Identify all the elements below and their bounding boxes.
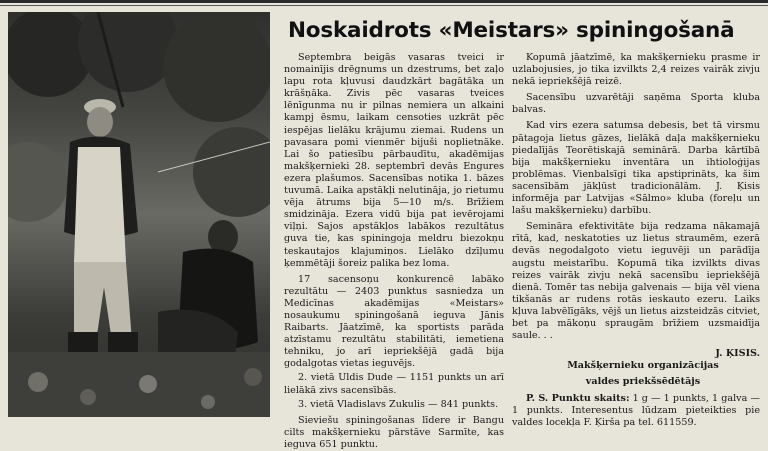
article-photo: [8, 12, 270, 417]
paragraph: 17 sacensoņu konkurencē labāko rezultātu — 2403 punktus sasniedza un Medicīnas akadēmijas «Meistars» nosaukumu spiningošanā ieguva Jānis Raibarts. Jāatzīmē, ka sportists parāda atzīstamu rezultātu stabilitāti, iemetiena tehniku, jo arī iepriekšējā gadā bija godalgotas vietas ieguvējs.: [284, 273, 504, 370]
paragraph: Kad virs ezera satumsa debesis, bet tā virsmu pātagoja lietus gāzes, lielākā daļa makšķernieku piedalījās Teorētiskajā seminārā. Darba kārtībā bija makšķernieku inventāra un ihtioloģijas problēmas. Vienbalsīgi tika apstiprināts, ka šim sacensībām jākļūst tradicionālām. J. Ķisis informēja par Latvijas «Sālmo» kluba (foreļu un lašu makšķernieku) darbību.: [512, 120, 760, 217]
author-signature: J. ĶISIS.: [715, 348, 760, 360]
paragraph: Septembra beigās vasaras tveici ir nomainījis drēgnums un dzestrums, bet zaļo lapu rota kļuvusi daudzkārt bagātāka un krāšņāka. Zivis pēc vasaras tveices lēnīgunma nu ir pilnas nemiera un alkaini kampj ēsmu, laikam censoties uzkrāt pēc iespējas lielāku krājumu ziemai. Rudens un pavasara pomi vienmēr bijuši noplietnāke. Lai šo patiesību pārbaudītu, akadēmijas makšķernieki 28. septembrī devās Engures ezera plašumos. Sacensības notika 1. bāzes tuvumā. Laika apstākļi nelutināja, jo rietumu vēja ātrums bija 5—10 m/s. Brīžiem smidzināja. Ezera vidū bija pat ievērojami viļņi. Sajos apstākļos labākos rezultātus guva tie, kas spiningoja meldru biezokņu teskautajos klajumiņos. Lielāko dzīļumu ķemmētāji šoreiz palika bez loma.: [284, 52, 504, 269]
paragraph: 3. vietā Vladislavs Zukulis — 841 punkts.: [298, 398, 499, 410]
paragraph: Sacensību uzvarētāji saņēma Sporta kluba balvas.: [512, 92, 760, 116]
postscript-text: 1 g — 1 punkts, 1 galva — 1 punkts. Interesentus lūdzam pieteikties pie valdes locekļa F. Ķirša pa tel. 611559.: [512, 393, 760, 429]
paragraph: Kopumā jāatzīmē, ka makšķernieku prasme ir uzlabojusies, jo tika izvilkts 2,4 reizes vairāk zivju nekā iepriekšējā reizē.: [512, 52, 760, 88]
author-role: valdes priekšsēdētājs: [585, 376, 701, 388]
postscript-label: P. S. Punktu skaits:: [526, 393, 630, 405]
postscript: [512, 393, 760, 429]
article-headline: Noskaidrots «Meistars» spiningošanā: [288, 18, 735, 43]
paragraph: Semināra efektivitāte bija redzama nākamajā rītā, kad, neskatoties uz lietus straumēm, ezerā devās negodalgoto vietu ieguvēji un parādīja augstu meistarību. Kopumā tika izvilkts divas reizes vairāk zivju nekā sacensību iepriekšējā dienā. Tomēr tas nebija galvenais — bija vēl viena tikšanās ar rudens rotās ieskauto ezeru. Laiks kļuva labvēlīgāks, vējš un lietus aizsteidzās citviet, bet pa mākoņu spraugām brīžiem uzsmaidīja saule. . .: [512, 221, 760, 342]
author-role: Makšķernieku organizācijas: [567, 360, 719, 372]
photo-anglers-icon: [8, 12, 270, 417]
top-border-rule: [0, 0, 768, 3]
paragraph: 2. vietā Uldis Dude — 1151 punkts un arī lielākā zivs sacensībās.: [284, 372, 504, 396]
article-column-1: [284, 52, 504, 451]
article-column-2: [512, 52, 760, 430]
top-border-rule-thin: [0, 5, 768, 6]
paragraph: Sieviešu spiningošanas līdere ir Bangu cilts makšķernieku pārstāve Sarmīte, kas ieguva 651 punktu.: [284, 414, 504, 450]
